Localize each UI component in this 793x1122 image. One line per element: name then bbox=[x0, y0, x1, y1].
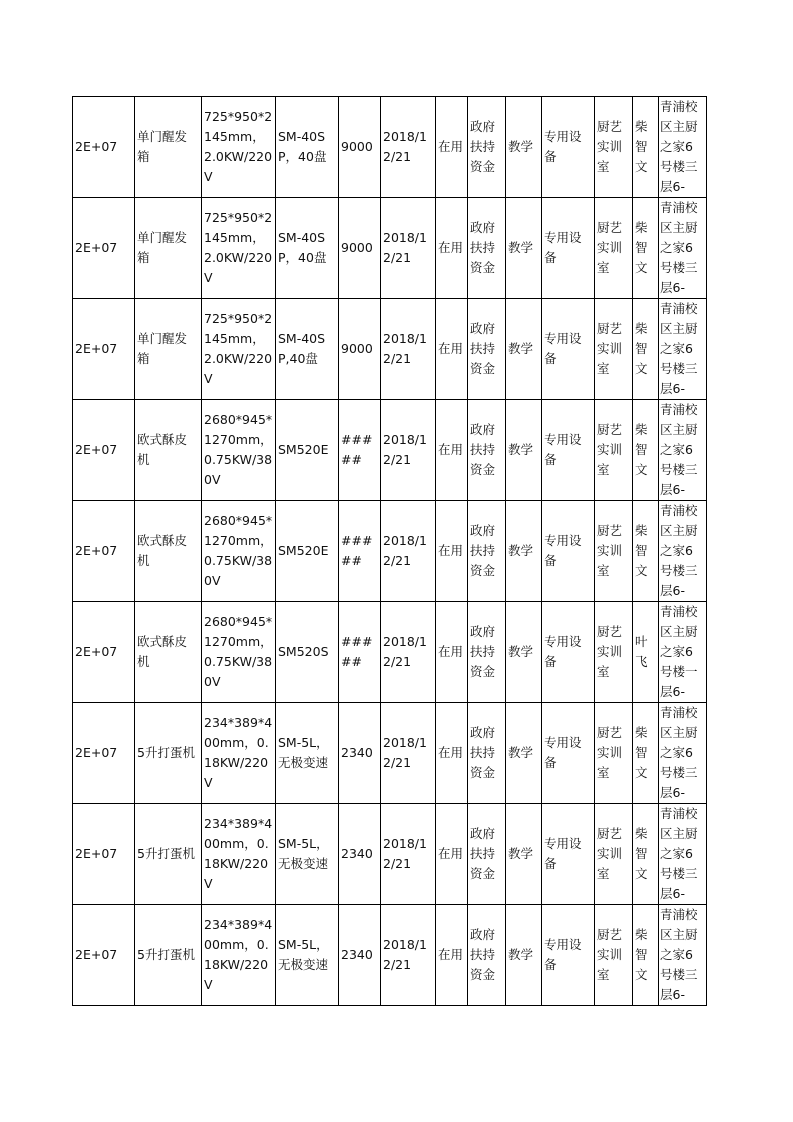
usage-cell bbox=[506, 804, 542, 905]
specification-cell bbox=[202, 97, 276, 198]
table-row bbox=[73, 97, 707, 198]
funding-source-cell bbox=[468, 804, 506, 905]
cell-text: 厨艺实训室 bbox=[597, 624, 623, 679]
status-cell bbox=[436, 299, 468, 400]
cell-text: 厨艺实训室 bbox=[597, 321, 623, 376]
cell-text: 教学 bbox=[508, 240, 534, 255]
cell-text: 柴智文 bbox=[635, 119, 648, 174]
cell-text: 厨艺实训室 bbox=[597, 927, 623, 982]
equipment-name-cell bbox=[135, 804, 202, 905]
cell-text: 234*389*400mm，0.18KW/220V bbox=[204, 715, 273, 790]
cell-text: 专用设备 bbox=[544, 735, 582, 770]
cell-text: 教学 bbox=[508, 846, 534, 861]
specification-cell bbox=[202, 198, 276, 299]
date-cell bbox=[381, 97, 436, 198]
cell-text: 2018/12/21 bbox=[383, 634, 427, 669]
equipment-name-cell bbox=[135, 703, 202, 804]
status-cell bbox=[436, 602, 468, 703]
category-cell bbox=[542, 804, 595, 905]
location-cell bbox=[659, 198, 707, 299]
location-cell bbox=[659, 905, 707, 1006]
date-cell bbox=[381, 804, 436, 905]
cell-text: 专用设备 bbox=[544, 331, 582, 366]
model-cell bbox=[276, 905, 339, 1006]
table-row bbox=[73, 804, 707, 905]
cell-text: 青浦校区主厨之家6号楼一层6- bbox=[660, 604, 698, 699]
cell-text: 专用设备 bbox=[544, 533, 582, 568]
equipment-name-cell bbox=[135, 97, 202, 198]
cell-text: 专用设备 bbox=[544, 937, 582, 972]
category-cell bbox=[542, 400, 595, 501]
location-cell bbox=[659, 97, 707, 198]
amount-cell bbox=[339, 198, 381, 299]
cell-text: 专用设备 bbox=[544, 129, 582, 164]
cell-text: 2E+07 bbox=[75, 543, 118, 558]
cell-text: 政府扶持资金 bbox=[470, 119, 496, 174]
cell-text: 厨艺实训室 bbox=[597, 523, 623, 578]
cell-text: 政府扶持资金 bbox=[470, 927, 496, 982]
model-cell bbox=[276, 501, 339, 602]
cell-text: 政府扶持资金 bbox=[470, 826, 496, 881]
cell-text: 柴智文 bbox=[635, 321, 648, 376]
funding-source-cell bbox=[468, 198, 506, 299]
asset-code-cell bbox=[73, 400, 135, 501]
cell-text: 单门醒发箱 bbox=[137, 331, 188, 366]
custodian-cell bbox=[633, 501, 659, 602]
cell-text: 2E+07 bbox=[75, 139, 118, 154]
cell-text: 2018/12/21 bbox=[383, 331, 427, 366]
equipment-table bbox=[72, 96, 707, 1006]
cell-text: 2018/12/21 bbox=[383, 129, 427, 164]
department-cell bbox=[595, 400, 633, 501]
specification-cell bbox=[202, 703, 276, 804]
status-cell bbox=[436, 198, 468, 299]
custodian-cell bbox=[633, 97, 659, 198]
date-cell bbox=[381, 602, 436, 703]
model-cell bbox=[276, 400, 339, 501]
department-cell bbox=[595, 905, 633, 1006]
equipment-name-cell bbox=[135, 501, 202, 602]
cell-text: SM-5L，无极变速 bbox=[278, 937, 329, 972]
date-cell bbox=[381, 905, 436, 1006]
table-row bbox=[73, 905, 707, 1006]
cell-text: 青浦校区主厨之家6号楼三层6- bbox=[660, 200, 698, 295]
cell-text: 2E+07 bbox=[75, 846, 118, 861]
cell-text: 2018/12/21 bbox=[383, 836, 427, 871]
cell-text: 2340 bbox=[341, 846, 373, 861]
cell-text: 2018/12/21 bbox=[383, 937, 427, 972]
amount-cell bbox=[339, 602, 381, 703]
status-cell bbox=[436, 905, 468, 1006]
category-cell bbox=[542, 602, 595, 703]
location-cell bbox=[659, 804, 707, 905]
equipment-name-cell bbox=[135, 905, 202, 1006]
cell-text: SM-5L，无极变速 bbox=[278, 836, 329, 871]
status-cell bbox=[436, 804, 468, 905]
usage-cell bbox=[506, 703, 542, 804]
funding-source-cell bbox=[468, 703, 506, 804]
status-cell bbox=[436, 400, 468, 501]
cell-text: 单门醒发箱 bbox=[137, 129, 188, 164]
cell-text: 725*950*2145mm，2.0KW/220V bbox=[204, 109, 273, 184]
cell-text: 政府扶持资金 bbox=[470, 220, 496, 275]
category-cell bbox=[542, 198, 595, 299]
cell-text: SM-5L，无极变速 bbox=[278, 735, 329, 770]
custodian-cell bbox=[633, 198, 659, 299]
cell-text: 政府扶持资金 bbox=[470, 422, 496, 477]
cell-text: ##### bbox=[341, 533, 373, 568]
funding-source-cell bbox=[468, 299, 506, 400]
cell-text: 专用设备 bbox=[544, 634, 582, 669]
cell-text: 725*950*2145mm，2.0KW/220V bbox=[204, 210, 273, 285]
category-cell bbox=[542, 703, 595, 804]
location-cell bbox=[659, 602, 707, 703]
cell-text: 在用 bbox=[438, 543, 464, 558]
cell-text: 柴智文 bbox=[635, 725, 648, 780]
asset-code-cell bbox=[73, 602, 135, 703]
asset-code-cell bbox=[73, 804, 135, 905]
cell-text: 234*389*400mm，0.18KW/220V bbox=[204, 917, 273, 992]
cell-text: 政府扶持资金 bbox=[470, 725, 496, 780]
table-row bbox=[73, 299, 707, 400]
equipment-name-cell bbox=[135, 602, 202, 703]
category-cell bbox=[542, 501, 595, 602]
specification-cell bbox=[202, 602, 276, 703]
equipment-name-cell bbox=[135, 299, 202, 400]
cell-text: 2680*945*1270mm，0.75KW/380V bbox=[204, 513, 273, 588]
table-row bbox=[73, 602, 707, 703]
amount-cell bbox=[339, 905, 381, 1006]
asset-code-cell bbox=[73, 198, 135, 299]
location-cell bbox=[659, 703, 707, 804]
cell-text: 2018/12/21 bbox=[383, 432, 427, 467]
cell-text: 欧式酥皮机 bbox=[137, 533, 188, 568]
cell-text: ##### bbox=[341, 432, 373, 467]
custodian-cell bbox=[633, 804, 659, 905]
cell-text: 教学 bbox=[508, 543, 534, 558]
funding-source-cell bbox=[468, 602, 506, 703]
cell-text: 教学 bbox=[508, 644, 534, 659]
location-cell bbox=[659, 299, 707, 400]
category-cell bbox=[542, 905, 595, 1006]
status-cell bbox=[436, 501, 468, 602]
cell-text: 2018/12/21 bbox=[383, 230, 427, 265]
cell-text: 青浦校区主厨之家6号楼三层6- bbox=[660, 301, 698, 396]
table-row bbox=[73, 703, 707, 804]
location-cell bbox=[659, 400, 707, 501]
cell-text: 专用设备 bbox=[544, 230, 582, 265]
funding-source-cell bbox=[468, 905, 506, 1006]
cell-text: 欧式酥皮机 bbox=[137, 432, 188, 467]
specification-cell bbox=[202, 804, 276, 905]
date-cell bbox=[381, 299, 436, 400]
cell-text: 政府扶持资金 bbox=[470, 624, 496, 679]
department-cell bbox=[595, 804, 633, 905]
cell-text: 2E+07 bbox=[75, 745, 118, 760]
asset-code-cell bbox=[73, 299, 135, 400]
custodian-cell bbox=[633, 602, 659, 703]
cell-text: 柴智文 bbox=[635, 422, 648, 477]
cell-text: 2E+07 bbox=[75, 947, 118, 962]
cell-text: 柴智文 bbox=[635, 220, 648, 275]
cell-text: 在用 bbox=[438, 240, 464, 255]
specification-cell bbox=[202, 400, 276, 501]
cell-text: 5升打蛋机 bbox=[137, 745, 195, 760]
cell-text: 欧式酥皮机 bbox=[137, 634, 188, 669]
cell-text: SM-40SP，40盘 bbox=[278, 129, 327, 164]
custodian-cell bbox=[633, 299, 659, 400]
cell-text: 2E+07 bbox=[75, 442, 118, 457]
cell-text: 叶飞 bbox=[635, 634, 648, 669]
cell-text: SM520E bbox=[278, 442, 329, 457]
funding-source-cell bbox=[468, 400, 506, 501]
cell-text: 9000 bbox=[341, 139, 373, 154]
cell-text: 厨艺实训室 bbox=[597, 220, 623, 275]
usage-cell bbox=[506, 97, 542, 198]
cell-text: SM-40SP,40盘 bbox=[278, 331, 326, 366]
usage-cell bbox=[506, 602, 542, 703]
cell-text: 厨艺实训室 bbox=[597, 422, 623, 477]
model-cell bbox=[276, 299, 339, 400]
cell-text: 5升打蛋机 bbox=[137, 947, 195, 962]
cell-text: 教学 bbox=[508, 341, 534, 356]
specification-cell bbox=[202, 299, 276, 400]
custodian-cell bbox=[633, 400, 659, 501]
department-cell bbox=[595, 198, 633, 299]
cell-text: 2018/12/21 bbox=[383, 533, 427, 568]
cell-text: 9000 bbox=[341, 341, 373, 356]
amount-cell bbox=[339, 703, 381, 804]
usage-cell bbox=[506, 905, 542, 1006]
model-cell bbox=[276, 703, 339, 804]
category-cell bbox=[542, 299, 595, 400]
equipment-name-cell bbox=[135, 198, 202, 299]
usage-cell bbox=[506, 400, 542, 501]
date-cell bbox=[381, 703, 436, 804]
spreadsheet-page bbox=[72, 96, 707, 1006]
date-cell bbox=[381, 501, 436, 602]
cell-text: 青浦校区主厨之家6号楼三层6- bbox=[660, 402, 698, 497]
amount-cell bbox=[339, 804, 381, 905]
cell-text: 政府扶持资金 bbox=[470, 321, 496, 376]
custodian-cell bbox=[633, 905, 659, 1006]
cell-text: 在用 bbox=[438, 745, 464, 760]
status-cell bbox=[436, 703, 468, 804]
cell-text: 2340 bbox=[341, 947, 373, 962]
usage-cell bbox=[506, 501, 542, 602]
department-cell bbox=[595, 299, 633, 400]
custodian-cell bbox=[633, 703, 659, 804]
model-cell bbox=[276, 97, 339, 198]
cell-text: SM-40SP，40盘 bbox=[278, 230, 327, 265]
model-cell bbox=[276, 198, 339, 299]
funding-source-cell bbox=[468, 97, 506, 198]
status-cell bbox=[436, 97, 468, 198]
amount-cell bbox=[339, 299, 381, 400]
asset-code-cell bbox=[73, 905, 135, 1006]
cell-text: 单门醒发箱 bbox=[137, 230, 188, 265]
cell-text: 专用设备 bbox=[544, 432, 582, 467]
specification-cell bbox=[202, 905, 276, 1006]
cell-text: 2E+07 bbox=[75, 341, 118, 356]
equipment-name-cell bbox=[135, 400, 202, 501]
table-row bbox=[73, 198, 707, 299]
cell-text: 在用 bbox=[438, 139, 464, 154]
cell-text: 9000 bbox=[341, 240, 373, 255]
cell-text: 厨艺实训室 bbox=[597, 119, 623, 174]
cell-text: SM520S bbox=[278, 644, 329, 659]
funding-source-cell bbox=[468, 501, 506, 602]
department-cell bbox=[595, 501, 633, 602]
cell-text: 在用 bbox=[438, 947, 464, 962]
cell-text: 柴智文 bbox=[635, 927, 648, 982]
amount-cell bbox=[339, 97, 381, 198]
cell-text: 在用 bbox=[438, 644, 464, 659]
cell-text: 青浦校区主厨之家6号楼三层6- bbox=[660, 907, 698, 1002]
cell-text: ##### bbox=[341, 634, 373, 669]
cell-text: 专用设备 bbox=[544, 836, 582, 871]
asset-code-cell bbox=[73, 97, 135, 198]
usage-cell bbox=[506, 198, 542, 299]
cell-text: 柴智文 bbox=[635, 826, 648, 881]
cell-text: 在用 bbox=[438, 341, 464, 356]
cell-text: 2018/12/21 bbox=[383, 735, 427, 770]
cell-text: 2E+07 bbox=[75, 644, 118, 659]
department-cell bbox=[595, 703, 633, 804]
amount-cell bbox=[339, 400, 381, 501]
cell-text: 教学 bbox=[508, 442, 534, 457]
cell-text: 2E+07 bbox=[75, 240, 118, 255]
cell-text: 厨艺实训室 bbox=[597, 725, 623, 780]
date-cell bbox=[381, 400, 436, 501]
cell-text: 厨艺实训室 bbox=[597, 826, 623, 881]
cell-text: 2680*945*1270mm，0.75KW/380V bbox=[204, 614, 273, 689]
cell-text: 234*389*400mm，0.18KW/220V bbox=[204, 816, 273, 891]
cell-text: 青浦校区主厨之家6号楼三层6- bbox=[660, 99, 698, 194]
cell-text: 在用 bbox=[438, 846, 464, 861]
asset-code-cell bbox=[73, 703, 135, 804]
date-cell bbox=[381, 198, 436, 299]
cell-text: 政府扶持资金 bbox=[470, 523, 496, 578]
asset-code-cell bbox=[73, 501, 135, 602]
category-cell bbox=[542, 97, 595, 198]
usage-cell bbox=[506, 299, 542, 400]
cell-text: 5升打蛋机 bbox=[137, 846, 195, 861]
specification-cell bbox=[202, 501, 276, 602]
cell-text: 柴智文 bbox=[635, 523, 648, 578]
cell-text: 青浦校区主厨之家6号楼三层6- bbox=[660, 503, 698, 598]
department-cell bbox=[595, 602, 633, 703]
cell-text: 2680*945*1270mm，0.75KW/380V bbox=[204, 412, 273, 487]
cell-text: SM520E bbox=[278, 543, 329, 558]
cell-text: 青浦校区主厨之家6号楼三层6- bbox=[660, 705, 698, 800]
cell-text: 青浦校区主厨之家6号楼三层6- bbox=[660, 806, 698, 901]
model-cell bbox=[276, 602, 339, 703]
table-row bbox=[73, 400, 707, 501]
cell-text: 在用 bbox=[438, 442, 464, 457]
cell-text: 教学 bbox=[508, 745, 534, 760]
cell-text: 725*950*2145mm，2.0KW/220V bbox=[204, 311, 273, 386]
cell-text: 教学 bbox=[508, 139, 534, 154]
table-row bbox=[73, 501, 707, 602]
amount-cell bbox=[339, 501, 381, 602]
location-cell bbox=[659, 501, 707, 602]
cell-text: 2340 bbox=[341, 745, 373, 760]
model-cell bbox=[276, 804, 339, 905]
department-cell bbox=[595, 97, 633, 198]
cell-text: 教学 bbox=[508, 947, 534, 962]
